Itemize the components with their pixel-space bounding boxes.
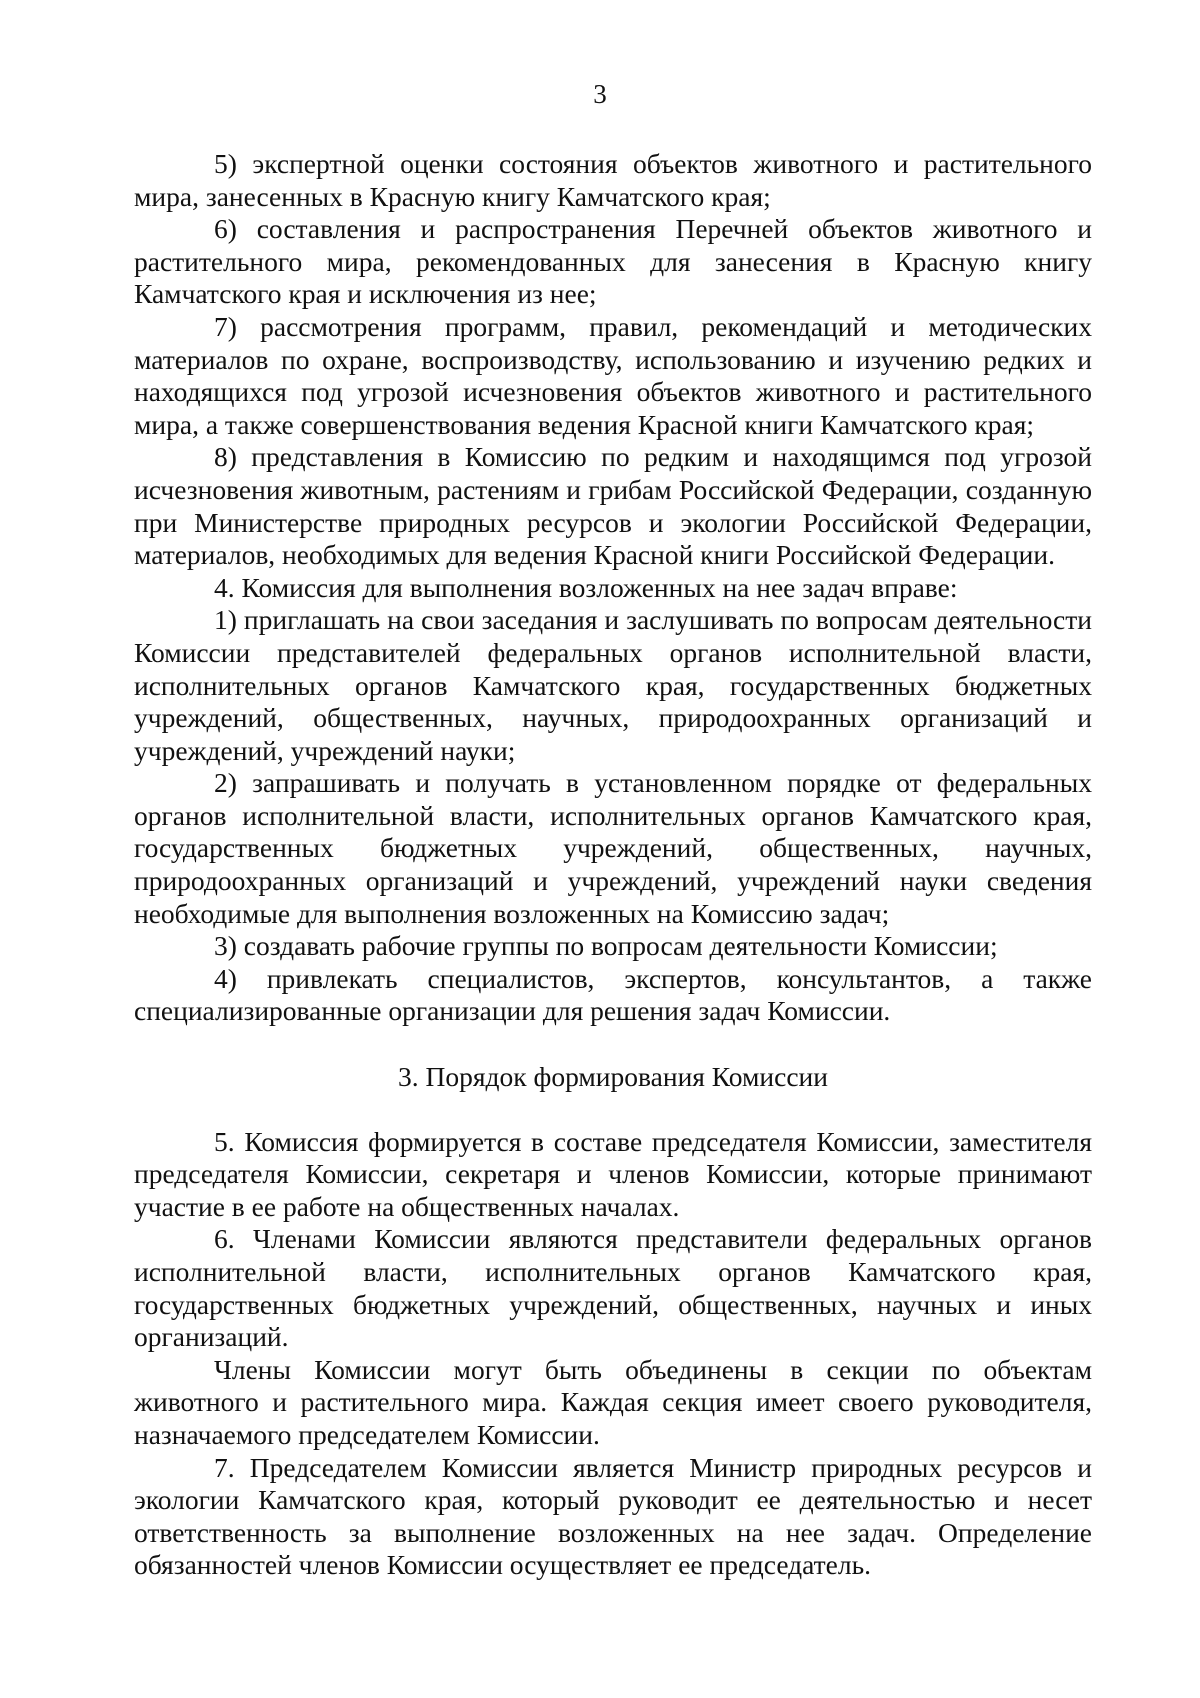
document-body (134, 148, 1092, 1582)
paragraph-clause-6: 6. Членами Комиссии являются представители федеральных органов исполнительной власти, исполнительных органов Камчатского края, государственных бюджетных учреждений, общественных, научных и иных организаций. (134, 1223, 1092, 1353)
paragraph-right-4: 4) привлекать специалистов, экспертов, консультантов, а также специализированные организации для решения задач Комиссии. (134, 962, 1092, 1027)
paragraph-clause-7: 7. Председателем Комиссии является Министр природных ресурсов и экологии Камчатского края, который руководит ее деятельностью и несет ответственность за выполнение возложенных на нее задач. Определение обязанностей членов Комиссии осуществляет ее председатель. (134, 1451, 1092, 1581)
paragraph-sections-note: Члены Комиссии могут быть объединены в секции по объектам животного и растительного мира. Каждая секция имеет своего руководителя, назначаемого председателем Комиссии. (134, 1353, 1092, 1450)
section-heading: 3. Порядок формирования Комиссии (398, 1061, 828, 1093)
paragraph-item-7: 7) рассмотрения программ, правил, рекомендаций и методических материалов по охране, воспроизводству, использованию и изучению редких и находящихся под угрозой исчезновения объектов животного и растительного мира, а также совершенствования ведения Красной книги Камчатского края; (134, 310, 1092, 440)
paragraph-clause-5: 5. Комиссия формируется в составе председателя Комиссии, заместителя председателя Комиссии, секретаря и членов Комиссии, которые принимают участие в ее работе на общественных началах. (134, 1125, 1092, 1222)
paragraph-clause-4: 4. Комиссия для выполнения возложенных на нее задач вправе: (214, 571, 958, 603)
paragraph-item-6: 6) составления и распространения Перечней объектов животного и растительного мира, рекомендованных для занесения в Красную книгу Камчатского края и исключения из нее; (134, 213, 1092, 310)
paragraph-item-8: 8) представления в Комиссию по редким и находящимся под угрозой исчезновения животным, растениям и грибам Российской Федерации, созданную при Министерстве природных ресурсов и экологии Российской Федерации, материалов, необходимых для ведения Красной книги Российской Федерации. (134, 441, 1092, 571)
paragraph-right-1: 1) приглашать на свои заседания и заслушивать по вопросам деятельности Комиссии представителей федеральных органов исполнительной власти, исполнительных органов Камчатского края, государственных бюджетных учреждений, общественных, научных, природоохранных организаций и учреждений, учреждений науки; (134, 604, 1092, 766)
paragraph-right-2: 2) запрашивать и получать в установленном порядке от федеральных органов исполнительной власти, исполнительных органов Камчатского края, государственных бюджетных учреждений, общественных, научных, природоохранных организаций и учреждений, учреждений науки сведения необходимые для выполнения возложенных на Комиссию задач; (134, 767, 1092, 929)
page-number: 3 (593, 79, 607, 109)
paragraph-right-3: 3) создавать рабочие группы по вопросам деятельности Комиссии; (214, 930, 998, 962)
paragraph-item-5: 5) экспертной оценки состояния объектов животного и растительного мира, занесенных в Красную книгу Камчатского края; (134, 148, 1092, 212)
